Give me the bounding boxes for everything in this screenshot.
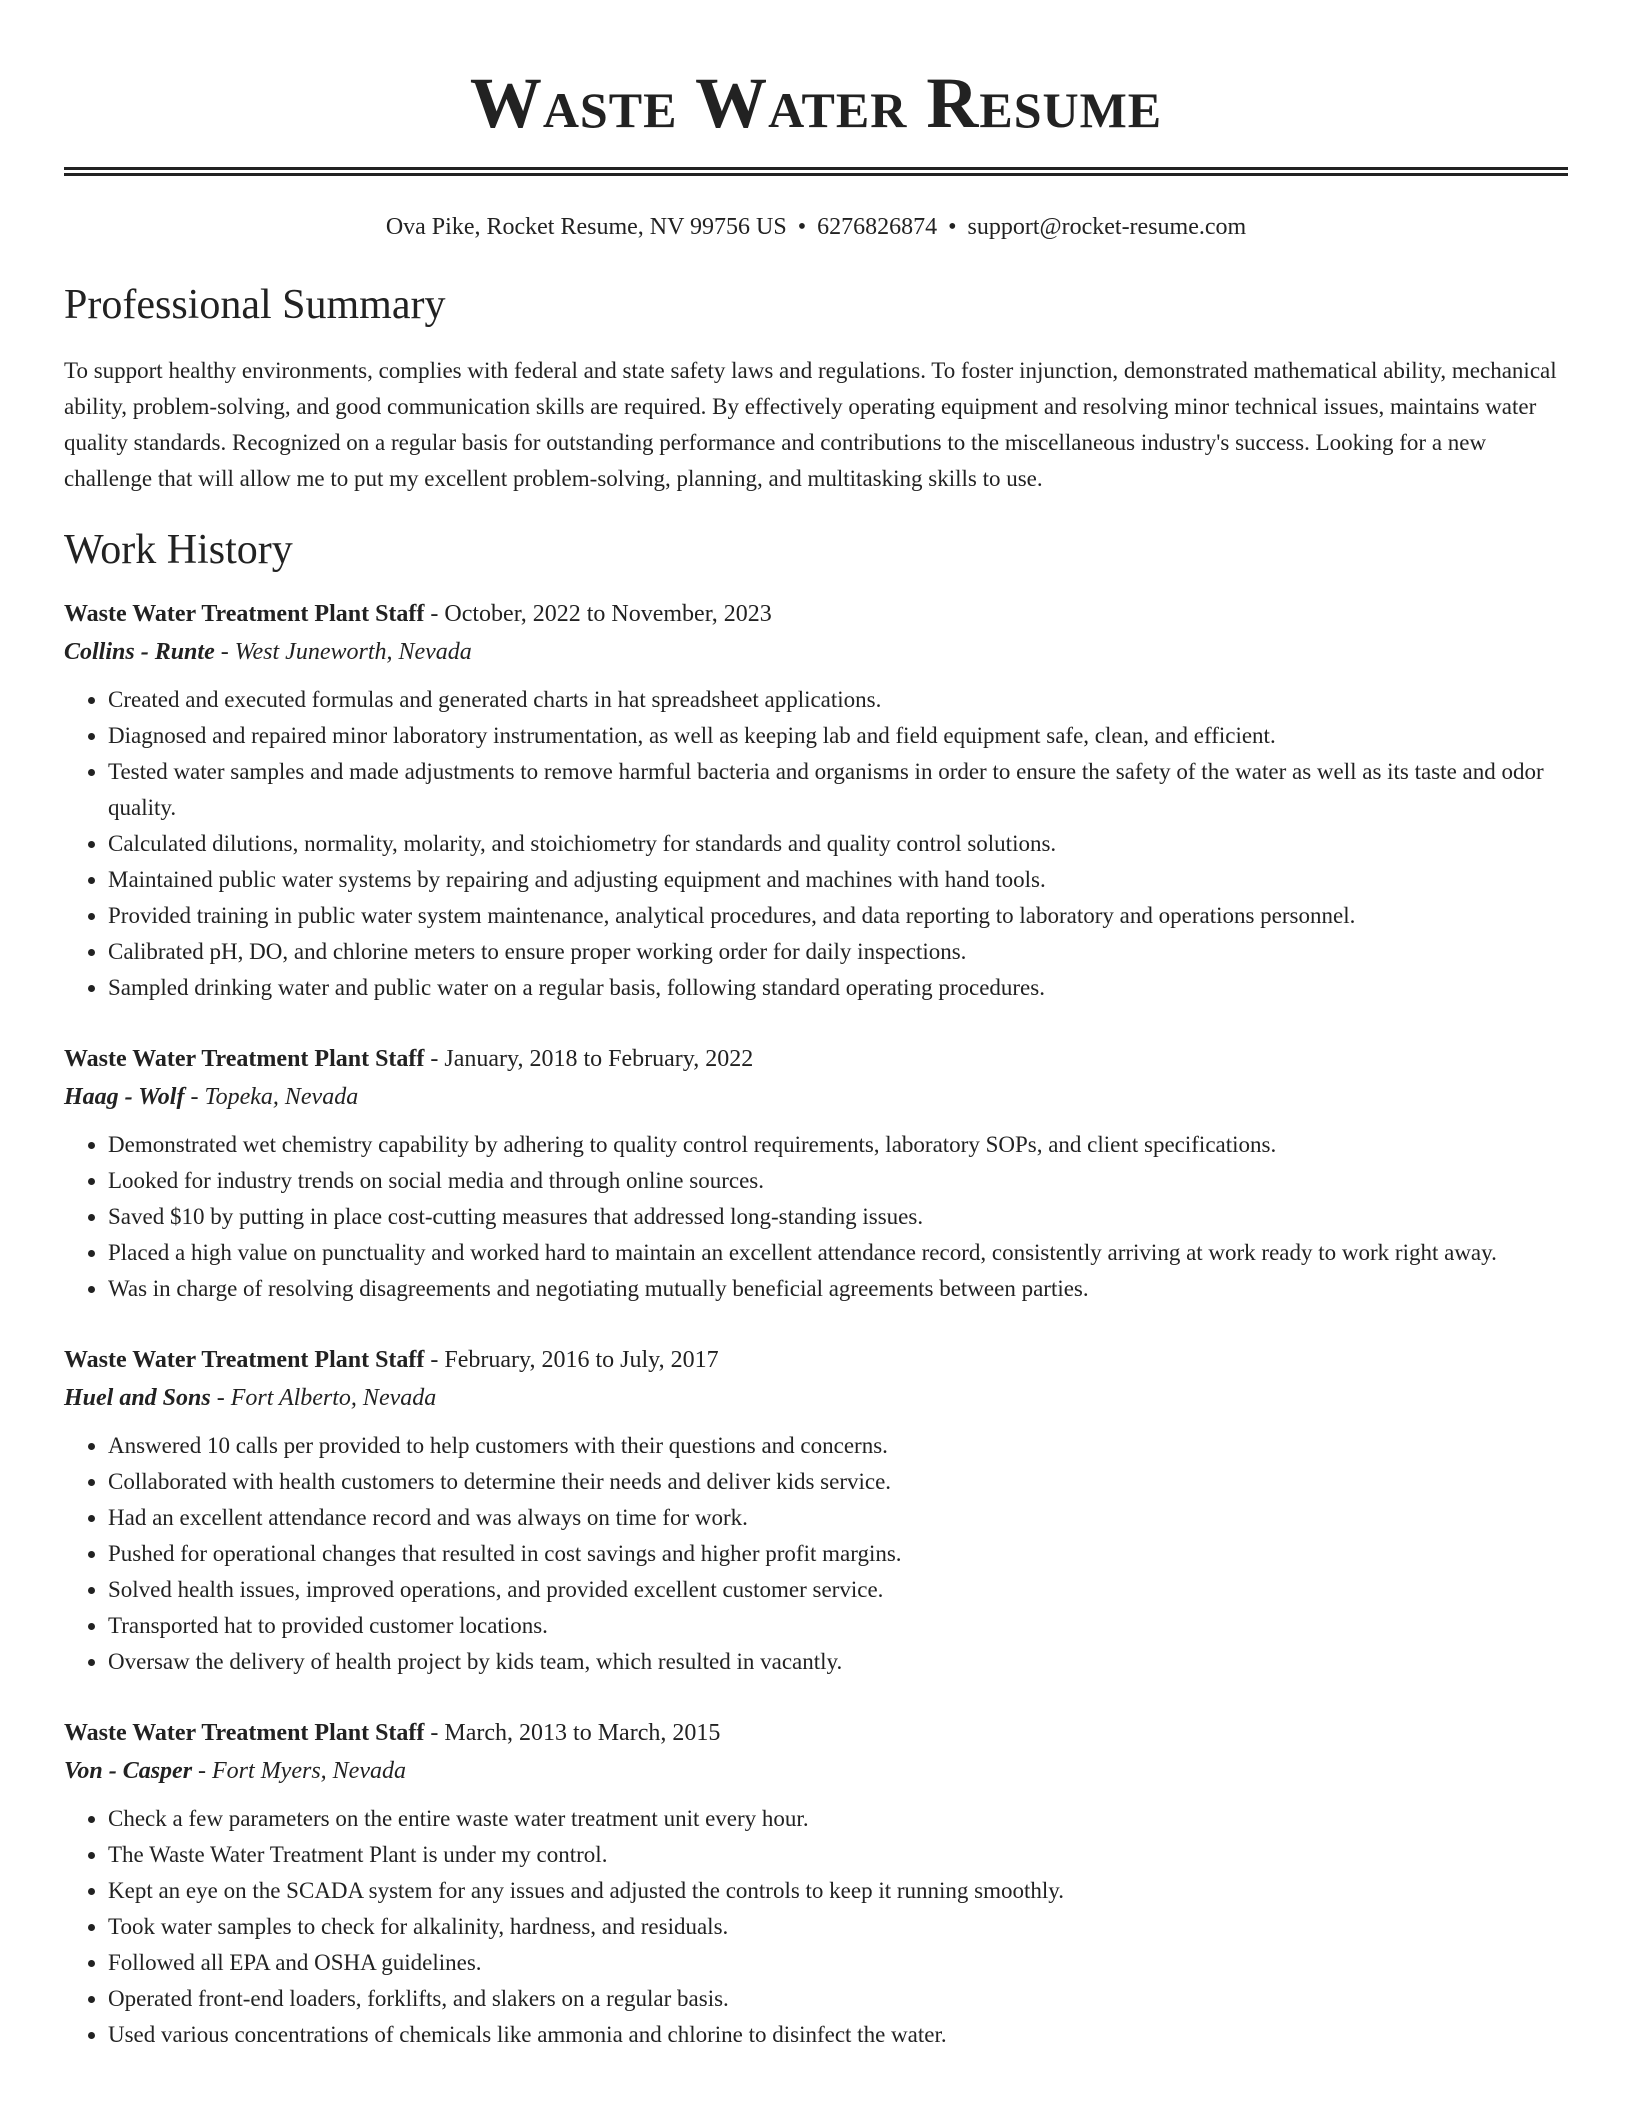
job-title: Waste Water Treatment Plant Staff: [64, 1720, 425, 1746]
job-duty: • Maintained public water systems by repairing and adjusting equipment and machines with hand tools.: [108, 862, 1568, 898]
job-duty: • Transported hat to provided customer locations.: [108, 1608, 1568, 1644]
employer-location: - West Juneworth, Nevada: [214, 639, 472, 665]
job-duty: • Sampled drinking water and public water on a regular basis, following standard operating procedures.: [108, 970, 1568, 1006]
employer-location: - Fort Alberto, Nevada: [210, 1385, 437, 1411]
job-duty: • Collaborated with health customers to determine their needs and deliver kids service.: [108, 1464, 1568, 1500]
job-dates: - March, 2013 to March, 2015: [424, 1720, 721, 1746]
contact-separator: •: [948, 214, 957, 240]
job-duty: • Provided training in public water system maintenance, analytical procedures, and data reporting to laboratory and operations personnel.: [108, 898, 1568, 934]
job-duty: • Operated front-end loaders, forklifts, and slakers on a regular basis.: [108, 1981, 1568, 2017]
job-dates: - October, 2022 to November, 2023: [424, 601, 772, 627]
job-title-line: [64, 1714, 1568, 1752]
job-duty: • Created and executed formulas and generated charts in hat spreadsheet applications.: [108, 682, 1568, 718]
summary-heading: Professional Summary: [64, 282, 446, 328]
job-title: Waste Water Treatment Plant Staff: [64, 1347, 425, 1373]
job-duty: • Took water samples to check for alkalinity, hardness, and residuals.: [108, 1909, 1568, 1945]
job-title-line: [64, 1341, 1568, 1379]
job-duties-list: [64, 682, 1568, 1006]
job-duty: • Tested water samples and made adjustments to remove harmful bacteria and organisms in order to ensure the safety of the water as well as its taste and odor quality.: [108, 754, 1568, 826]
job-title-line: [64, 595, 1568, 633]
job-duty: • Followed all EPA and OSHA guidelines.: [108, 1945, 1568, 1981]
work-history-heading: Work History: [64, 527, 293, 573]
job-duty: • Check a few parameters on the entire waste water treatment unit every hour.: [108, 1801, 1568, 1837]
job-title: Waste Water Treatment Plant Staff: [64, 1046, 425, 1072]
contact-separator: •: [797, 214, 807, 240]
job-title-line: [64, 1040, 1568, 1078]
employer-name: Von - Casper: [64, 1758, 193, 1784]
job-duty: • Diagnosed and repaired minor laboratory instrumentation, as well as keeping lab and field equipment safe, clean, and efficient.: [108, 718, 1568, 754]
resume-page: [64, 0, 1568, 2053]
employer-line: [64, 1752, 1568, 1790]
job-entry: [64, 1040, 1568, 1307]
job-dates: - February, 2016 to July, 2017: [424, 1347, 719, 1373]
job-duty: • Calibrated pH, DO, and chlorine meters to ensure proper working order for daily inspections.: [108, 934, 1568, 970]
contact-address: Ova Pike, Rocket Resume, NV 99756 US: [385, 214, 787, 240]
job-entry: [64, 595, 1568, 1006]
job-duty: • Solved health issues, improved operations, and provided excellent customer service.: [108, 1572, 1568, 1608]
job-duties-list: [64, 1801, 1568, 2053]
job-duties-list: [64, 1428, 1568, 1680]
employer-name: Haag - Wolf: [64, 1084, 185, 1110]
employer-line: [64, 633, 1568, 671]
job-duty: • Oversaw the delivery of health project by kids team, which resulted in vacantly.: [108, 1644, 1568, 1680]
resume-title: Waste Water Resume: [469, 63, 1163, 143]
job-duty: • Calculated dilutions, normality, molarity, and stoichiometry for standards and quality control solutions.: [108, 826, 1568, 862]
title-divider: [64, 167, 1568, 176]
job-duty: • Saved $10 by putting in place cost-cutting measures that addressed long-standing issues.: [108, 1199, 1568, 1235]
employer-line: [64, 1078, 1568, 1116]
job-entry: [64, 1714, 1568, 2053]
job-duty: • Answered 10 calls per provided to help customers with their questions and concerns.: [108, 1428, 1568, 1464]
job-duty: • Was in charge of resolving disagreements and negotiating mutually beneficial agreements between parties.: [108, 1271, 1568, 1307]
job-duty: • Used various concentrations of chemicals like ammonia and chlorine to disinfect the water.: [108, 2017, 1568, 2053]
contact-line: [64, 212, 1568, 242]
job-duty: • Demonstrated wet chemistry capability by adhering to quality control requirements, laboratory SOPs, and client specifications.: [108, 1127, 1568, 1163]
employer-name: Huel and Sons: [64, 1385, 211, 1411]
employer-line: [64, 1379, 1568, 1417]
contact-email: support@rocket-resume.com: [967, 214, 1247, 240]
summary-text: To support healthy environments, complies with federal and state safety laws and regulations. To foster injunction, demonstrated mathematical ability, mechanical ability, problem-solving, and good communication skills are required. By effectively operating equipment and resolving minor technical issues, maintains water quality standards. Recognized on a regular basis for outstanding performance and contributions to the miscellaneous industry's success. Looking for a new challenge that will allow me to put my excellent problem-solving, planning, and multitasking skills to use.: [64, 358, 1557, 491]
job-entry: [64, 1341, 1568, 1680]
job-dates: - January, 2018 to February, 2022: [424, 1046, 754, 1072]
job-duty: • Looked for industry trends on social media and through online sources.: [108, 1163, 1568, 1199]
employer-name: Collins - Runte: [64, 639, 215, 665]
employer-location: - Topeka, Nevada: [184, 1084, 359, 1110]
job-duty: • The Waste Water Treatment Plant is under my control.: [108, 1837, 1568, 1873]
contact-phone: 6276826874: [817, 214, 938, 240]
job-duty: • Kept an eye on the SCADA system for any issues and adjusted the controls to keep it running smoothly.: [108, 1873, 1568, 1909]
employer-location: - Fort Myers, Nevada: [192, 1758, 406, 1784]
job-duty: • Pushed for operational changes that resulted in cost savings and higher profit margins.: [108, 1536, 1568, 1572]
job-duty: • Had an excellent attendance record and was always on time for work.: [108, 1500, 1568, 1536]
job-title: Waste Water Treatment Plant Staff: [64, 601, 425, 627]
job-duties-list: [64, 1127, 1568, 1307]
job-duty: • Placed a high value on punctuality and worked hard to maintain an excellent attendance record, consistently arriving at work ready to work right away.: [108, 1235, 1568, 1271]
